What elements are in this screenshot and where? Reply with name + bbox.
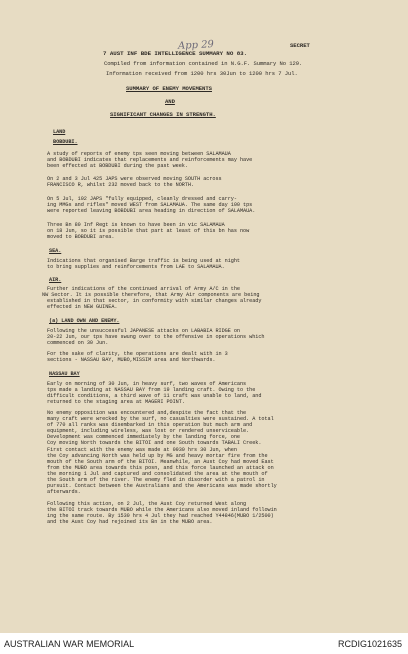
body-line: effected in NEW GUINEA. bbox=[47, 304, 118, 310]
heading-and: AND bbox=[165, 98, 175, 105]
body-line: No enemy opposition was encountered and,despite the fact that the bbox=[47, 410, 247, 416]
document-title: 7 AUST INF BDE INTELLIGENCE SUMMARY NO 83. bbox=[103, 50, 248, 57]
body-line: A study of reports of enemy tps seen moving between SALAMAUA bbox=[47, 151, 231, 157]
body-line: ing the same route. By 1530 hrs 4 Jul they had reached Y44846(MUBO 1/2500) bbox=[47, 513, 274, 519]
body-line: of 770 all ranks was disembarked in this operation but much arm and bbox=[47, 422, 253, 428]
body-line: many craft were wrecked by the surf, no casualties were sustained. A total bbox=[47, 416, 274, 422]
body-line: sections - NASSAU BAY, MUBO,MISSIM area and Northwards. bbox=[47, 357, 216, 363]
body-line: FRANCISCO R, whilst 232 moved back to the NORTH. bbox=[47, 182, 195, 188]
body-line: Early on morning of 30 Jun, in heavy surf, two waves of Americans bbox=[47, 381, 247, 387]
body-line: ing MMGs and rifles" moved WEST from SALAMAUA. The same day 100 tps bbox=[47, 202, 253, 208]
body-line: Coy moving North towards the BITOI and one South towards TABALI Creek. bbox=[47, 440, 262, 446]
section-heading: NASSAU BAY bbox=[49, 371, 80, 377]
heading-changes: SIGNIFICANT CHANGES IN STRENGTH. bbox=[110, 111, 216, 118]
section-heading: SEA. bbox=[49, 248, 62, 254]
body-line: Indications that organised Barge traffic is being used at night bbox=[47, 258, 240, 264]
body-line: returned to the staging area at MAGERI POINT. bbox=[47, 399, 185, 405]
body-line: from the MUBO area towards this posn, and this force launched an attack on bbox=[47, 465, 274, 471]
footer-record-id: RCDIG1021635 bbox=[337, 639, 402, 649]
body-line: Following the unsuccessful JAPANESE attacks on LABABIA RIDGE on bbox=[47, 328, 240, 334]
body-line: tps made a landing at NASSAU BAY from 19 landing craft. Owing to the bbox=[47, 387, 256, 393]
body-line: On 5 Jul, 102 JAPS "fully equipped, cleanly dressed and carry- bbox=[47, 196, 237, 202]
body-line: the morning 1 Jul and captured and consolidated the area at the mouth of bbox=[47, 471, 268, 477]
handwritten-annotation: App 29 bbox=[177, 39, 215, 52]
body-line: On 2 and 3 Jul 425 JAPS were observed moving SOUTH across bbox=[47, 176, 222, 182]
body-line: Three Bn 80 Inf Regt is known to have been in vic SALAMAUA bbox=[47, 222, 225, 228]
body-line: moved to BOBDUBI area. bbox=[47, 234, 115, 240]
body-line: For the sake of clarity, the operations are dealt with in 3 bbox=[47, 351, 228, 357]
compiled-from-line: Compiled from information contained in N.G.F. Summary No 129. bbox=[104, 60, 303, 67]
heading-summary: SUMMARY OF ENEMY MOVEMENTS bbox=[126, 85, 212, 92]
archive-footer bbox=[0, 633, 408, 654]
body-line: been effected at BOBDUBI during the past week. bbox=[47, 163, 188, 169]
body-line: commenced on 30 Jun. bbox=[47, 340, 109, 346]
period-line: Information received from 1200 hrs 30Jun to 1200 hrs 7 Jul. bbox=[106, 70, 298, 77]
body-line: mouth of the South arm of the BITOI. Meanwhile, an Aust Coy had moved East bbox=[47, 459, 274, 465]
body-line: established in that sector, in conformity with similar changes already bbox=[47, 298, 262, 304]
section-heading: LAND bbox=[53, 129, 66, 135]
classification-label: SECRET bbox=[290, 42, 310, 49]
body-line: the South arm of the river. The enemy fled in disorder with a patrol in bbox=[47, 477, 265, 483]
body-line: the BITOI track towards MUBO while the Americans also moved inland followin bbox=[47, 507, 277, 513]
body-line: difficult conditions, a third wave of 11 craft was unable to land, and bbox=[47, 393, 262, 399]
section-heading: AIR. bbox=[49, 277, 62, 283]
body-line: afterwards. bbox=[47, 489, 81, 495]
body-line: to bring supplies and reinforcements from LAE to SALAMAUA. bbox=[47, 264, 225, 270]
body-line: equipment, including wireless, was lost or rendered unserviceable. bbox=[47, 428, 250, 434]
section-heading: BOBDUBI. bbox=[53, 139, 78, 145]
body-line: NW Sector. It is possible therefore, that Army Air components are being bbox=[42, 292, 260, 298]
body-line: Development was commenced immediately by the landing force, one bbox=[47, 434, 240, 440]
body-line: and the Aust Coy had rejoined its Bn in the MUBO area. bbox=[47, 519, 213, 525]
body-line: Further indications of the continued arrival of Army A/C in the bbox=[47, 286, 240, 292]
body-line: on 18 Jun, so it is possible that part at least of this bn has now bbox=[47, 228, 250, 234]
section-heading: (a) LAND OWN AND ENEMY. bbox=[49, 318, 120, 324]
body-line: pursuit. Contact between the Australians and the Americans was made shortly bbox=[47, 483, 277, 489]
body-line: and BOBDUBI indicates that replacements and reinforcements may have bbox=[47, 157, 253, 163]
footer-source: AUSTRALIAN WAR MEMORIAL bbox=[4, 639, 135, 649]
body-line: Following this action, on 2 Jul, the Aust Coy returned West along bbox=[47, 501, 247, 507]
body-line: First contact with the enemy was made at 0930 hrs 30 Jun, when bbox=[47, 447, 237, 453]
body-line: were reported leaving BOBDUBI area heading in direction of SALAMAUA. bbox=[47, 208, 256, 214]
body-line: the Coy advancing North was held up by MG and heavy mortar fire from the bbox=[47, 453, 268, 459]
body-line: 20-22 Jun, our tps have swung over to the offensive in operations which bbox=[47, 334, 265, 340]
